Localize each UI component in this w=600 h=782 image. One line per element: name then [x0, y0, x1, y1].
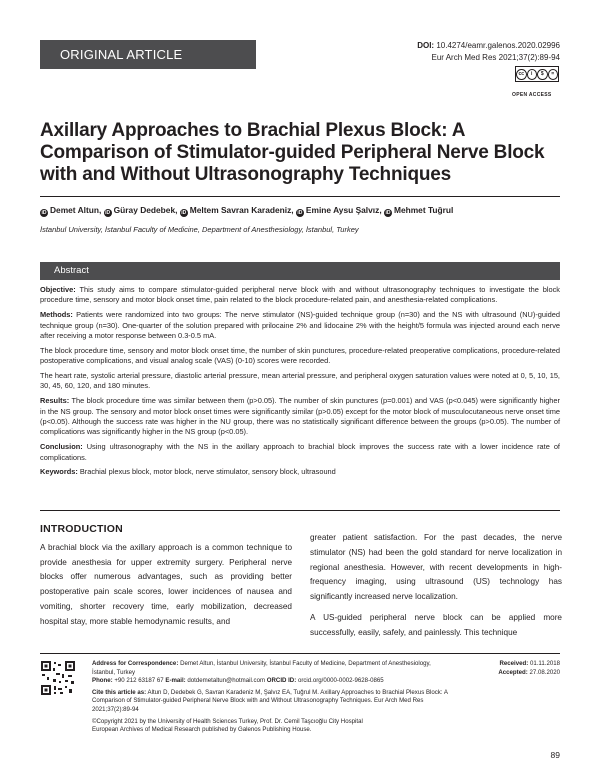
cite-text: Altun D, Dedebek G, Savran Karadeniz M, Şalvız EA, Tuğrul M. Axillary Approaches to Brachial Plexus Block: A Comparison of Stimulator-guided Peripheral Nerve Block with and Without Ultrasonography Techniques. Eur Arch Med Res 2021;37(2):89-94 — [92, 688, 448, 713]
correspondence-text: Demet Altun, İstanbul University, İstanbul Faculty of Medicine, Department of Anesthesiology, İstanbul, Turkey — [92, 660, 431, 676]
abstract-conclusion — [40, 442, 560, 463]
body-column-left — [40, 522, 292, 636]
abstract-methods-p3: The heart rate, systolic arterial pressure, diastolic arterial pressure, mean arterial pressure, and peripheral oxygen saturation values were noted at 0, 5, 10, 15, 30, 45, 60, 120, and 180 minutes. — [40, 371, 560, 391]
by-icon: i — [527, 69, 538, 80]
intro-paragraph: A US-guided peripheral nerve block can be applied more successfully, easily, safely, and painlessly. This technique — [310, 612, 562, 637]
accepted-date: 27.08.2020 — [529, 668, 560, 676]
author-list: iD Demet Altun, iD Güray Dedebek, iD Meltem Savran Karadeniz, iD Emine Aysu Şalvız, iD Mehmet Tuğrul — [41, 205, 454, 216]
email-label: E-mail: — [165, 677, 186, 685]
abstract-methods — [40, 310, 560, 341]
orcid-icon[interactable]: iD — [105, 210, 111, 216]
results-text: The block procedure time was similar between them (p>0.05). The number of skin punctures (p=0.001) and VAS (p<0.045) were significantly higher in the NS group. The sensory and motor block onset times were significantly similar (p>0.05) except for the motor block of musculocutaneous nerve onset time (p<0.05). Although the success rate was higher in the NU group, there was no statistically significant difference between the groups (p>0.05). The number of complications was significantly higher in the NS group (p<0.05). — [40, 396, 560, 437]
journal-reference: Eur Arch Med Res 2021;37(2):89-94 — [431, 53, 560, 62]
accepted-label: Accepted: — [498, 668, 528, 676]
article-type-banner: ORIGINAL ARTICLE — [40, 40, 256, 69]
correspondence-note — [92, 660, 452, 686]
affiliation: İstanbul University, İstanbul Faculty of Medicine, Department of Anesthesiology, İstanbul, Turkey — [40, 225, 359, 234]
intro-paragraph: greater patient satisfaction. For the past decades, the nerve stimulator (NS) had been the gold standard for nerve localization in regional anesthesia. However, with recent developments in high-frequency imaging, using ultrasound (US) technology has significantly increased nerve localization. — [310, 533, 562, 602]
cc-icon: cc — [516, 69, 527, 80]
conclusion-label: Conclusion: — [40, 442, 83, 452]
author-name: Mehmet Tuğrul — [393, 205, 454, 215]
abstract-results — [40, 396, 560, 438]
phone-value: +90 212 63187 67 — [114, 677, 164, 685]
qr-code[interactable] — [40, 660, 76, 696]
orcid-icon[interactable]: iD — [297, 210, 303, 216]
copyright-line-1: ©Copyright 2021 by the University of Health Sciences Turkey, Prof. Dr. Cemil Taşcıoğlu City Hospital — [92, 717, 363, 725]
footnotes — [92, 660, 452, 738]
cite-note — [92, 689, 452, 715]
abstract-divider — [40, 510, 560, 511]
doi-label: DOI: — [417, 41, 435, 50]
copyright-note — [92, 718, 452, 735]
phone-label: Phone: — [92, 677, 113, 685]
objective-label: Objective: — [40, 285, 76, 294]
cc-license-badge[interactable] — [515, 66, 557, 82]
cite-label: Cite this article as: — [92, 688, 147, 696]
author-name: Güray Dedebek — [113, 205, 176, 215]
open-access-label: OPEN ACCESS — [512, 92, 552, 98]
doi-value[interactable]: 10.4274/eamr.galenos.2020.02996 — [436, 41, 560, 50]
keywords-text: Brachial plexus block, motor block, nerve stimulator, sensory block, ultrasound — [79, 467, 336, 477]
objective-text: This study aims to compare stimulator-guided peripheral nerve block with and without ultrasonography techniques to investigate the block procedure time, sensory and motor block onset time, pain related to the block procedure-related pain, and anesthesia-related complications. — [40, 285, 560, 305]
article-dates — [460, 660, 560, 677]
orcid-icon[interactable]: iD — [385, 210, 391, 216]
orcid-icon[interactable]: iD — [41, 210, 47, 216]
abstract-body — [40, 285, 560, 482]
nd-icon: = — [548, 69, 559, 80]
abstract-objective — [40, 285, 560, 306]
copyright-line-2: European Archives of Medical Research published by Galenos Publishing House. — [92, 726, 312, 734]
author-name: Demet Altun — [50, 205, 100, 215]
keywords-label: Keywords: — [40, 467, 78, 477]
footer-divider — [40, 653, 560, 654]
intro-paragraph: A brachial block via the axillary approach is a common technique to provide anesthesia for upper extremity surgery. Peripheral nerve blocks offer numerous advantages, such as providing better postoperative pain scale scores, lower incidences of nausea and vomiting, shorter recovery time, early mobilization, decreased hospital stay, more stable hemodynamic results, and — [40, 542, 292, 626]
abstract-keywords — [40, 467, 560, 477]
conclusion-text: Using ultrasonography with the NS in the axillary approach to brachial block improves the success rate with a lower incidence rate of complications. — [40, 442, 560, 462]
author-name: Emine Aysu Şalvız — [305, 205, 380, 215]
results-label: Results: — [40, 396, 70, 406]
methods-text: Patients were randomized into two groups: The nerve stimulator (NS)-guided technique group (n=30) and the NS with ultrasound (NU)-guided technique group (n=30). One-quarter of the solution prepared with prilocaine 2% and lidocaine 2% with the height/5 formula was injected around each nerve after receiving a motor response between 0.3-0.5 mA. — [40, 310, 561, 341]
orcid-value[interactable]: orcid.org/0000-0002-9628-0865 — [297, 677, 384, 685]
abstract-heading-bar — [40, 262, 560, 280]
doi-block — [417, 40, 560, 64]
nc-icon: $ — [537, 69, 548, 80]
correspondence-label: Address for Correspondence: — [92, 660, 179, 667]
orcid-label: ORCID ID: — [266, 677, 297, 685]
abstract-heading: Abstract — [54, 265, 89, 276]
title-divider — [40, 196, 560, 197]
article-title: Axillary Approaches to Brachial Plexus Block: A Comparison of Stimulator-guided Peripheral Nerve Block with and Without Ultrasonography Techniques — [40, 120, 545, 185]
received-date: 01.11.2018 — [529, 660, 560, 667]
email-value[interactable]: dotdemetaltun@hotmail.com — [187, 677, 266, 685]
orcid-icon[interactable]: iD — [181, 210, 187, 216]
author-name: Meltem Savran Karadeniz — [189, 205, 292, 215]
page-number: 89 — [550, 750, 560, 760]
abstract-methods-p2: The block procedure time, sensory and motor block onset time, the number of skin punctures, procedure-related preoperative complications, procedure-related postoperative complications, and visual analog scale (VAS) (0-10) scores were recorded. — [40, 345, 560, 366]
received-label: Received: — [499, 660, 529, 667]
methods-label: Methods: — [40, 310, 73, 320]
introduction-heading: INTRODUCTION — [40, 523, 123, 535]
body-column-right — [310, 531, 562, 647]
